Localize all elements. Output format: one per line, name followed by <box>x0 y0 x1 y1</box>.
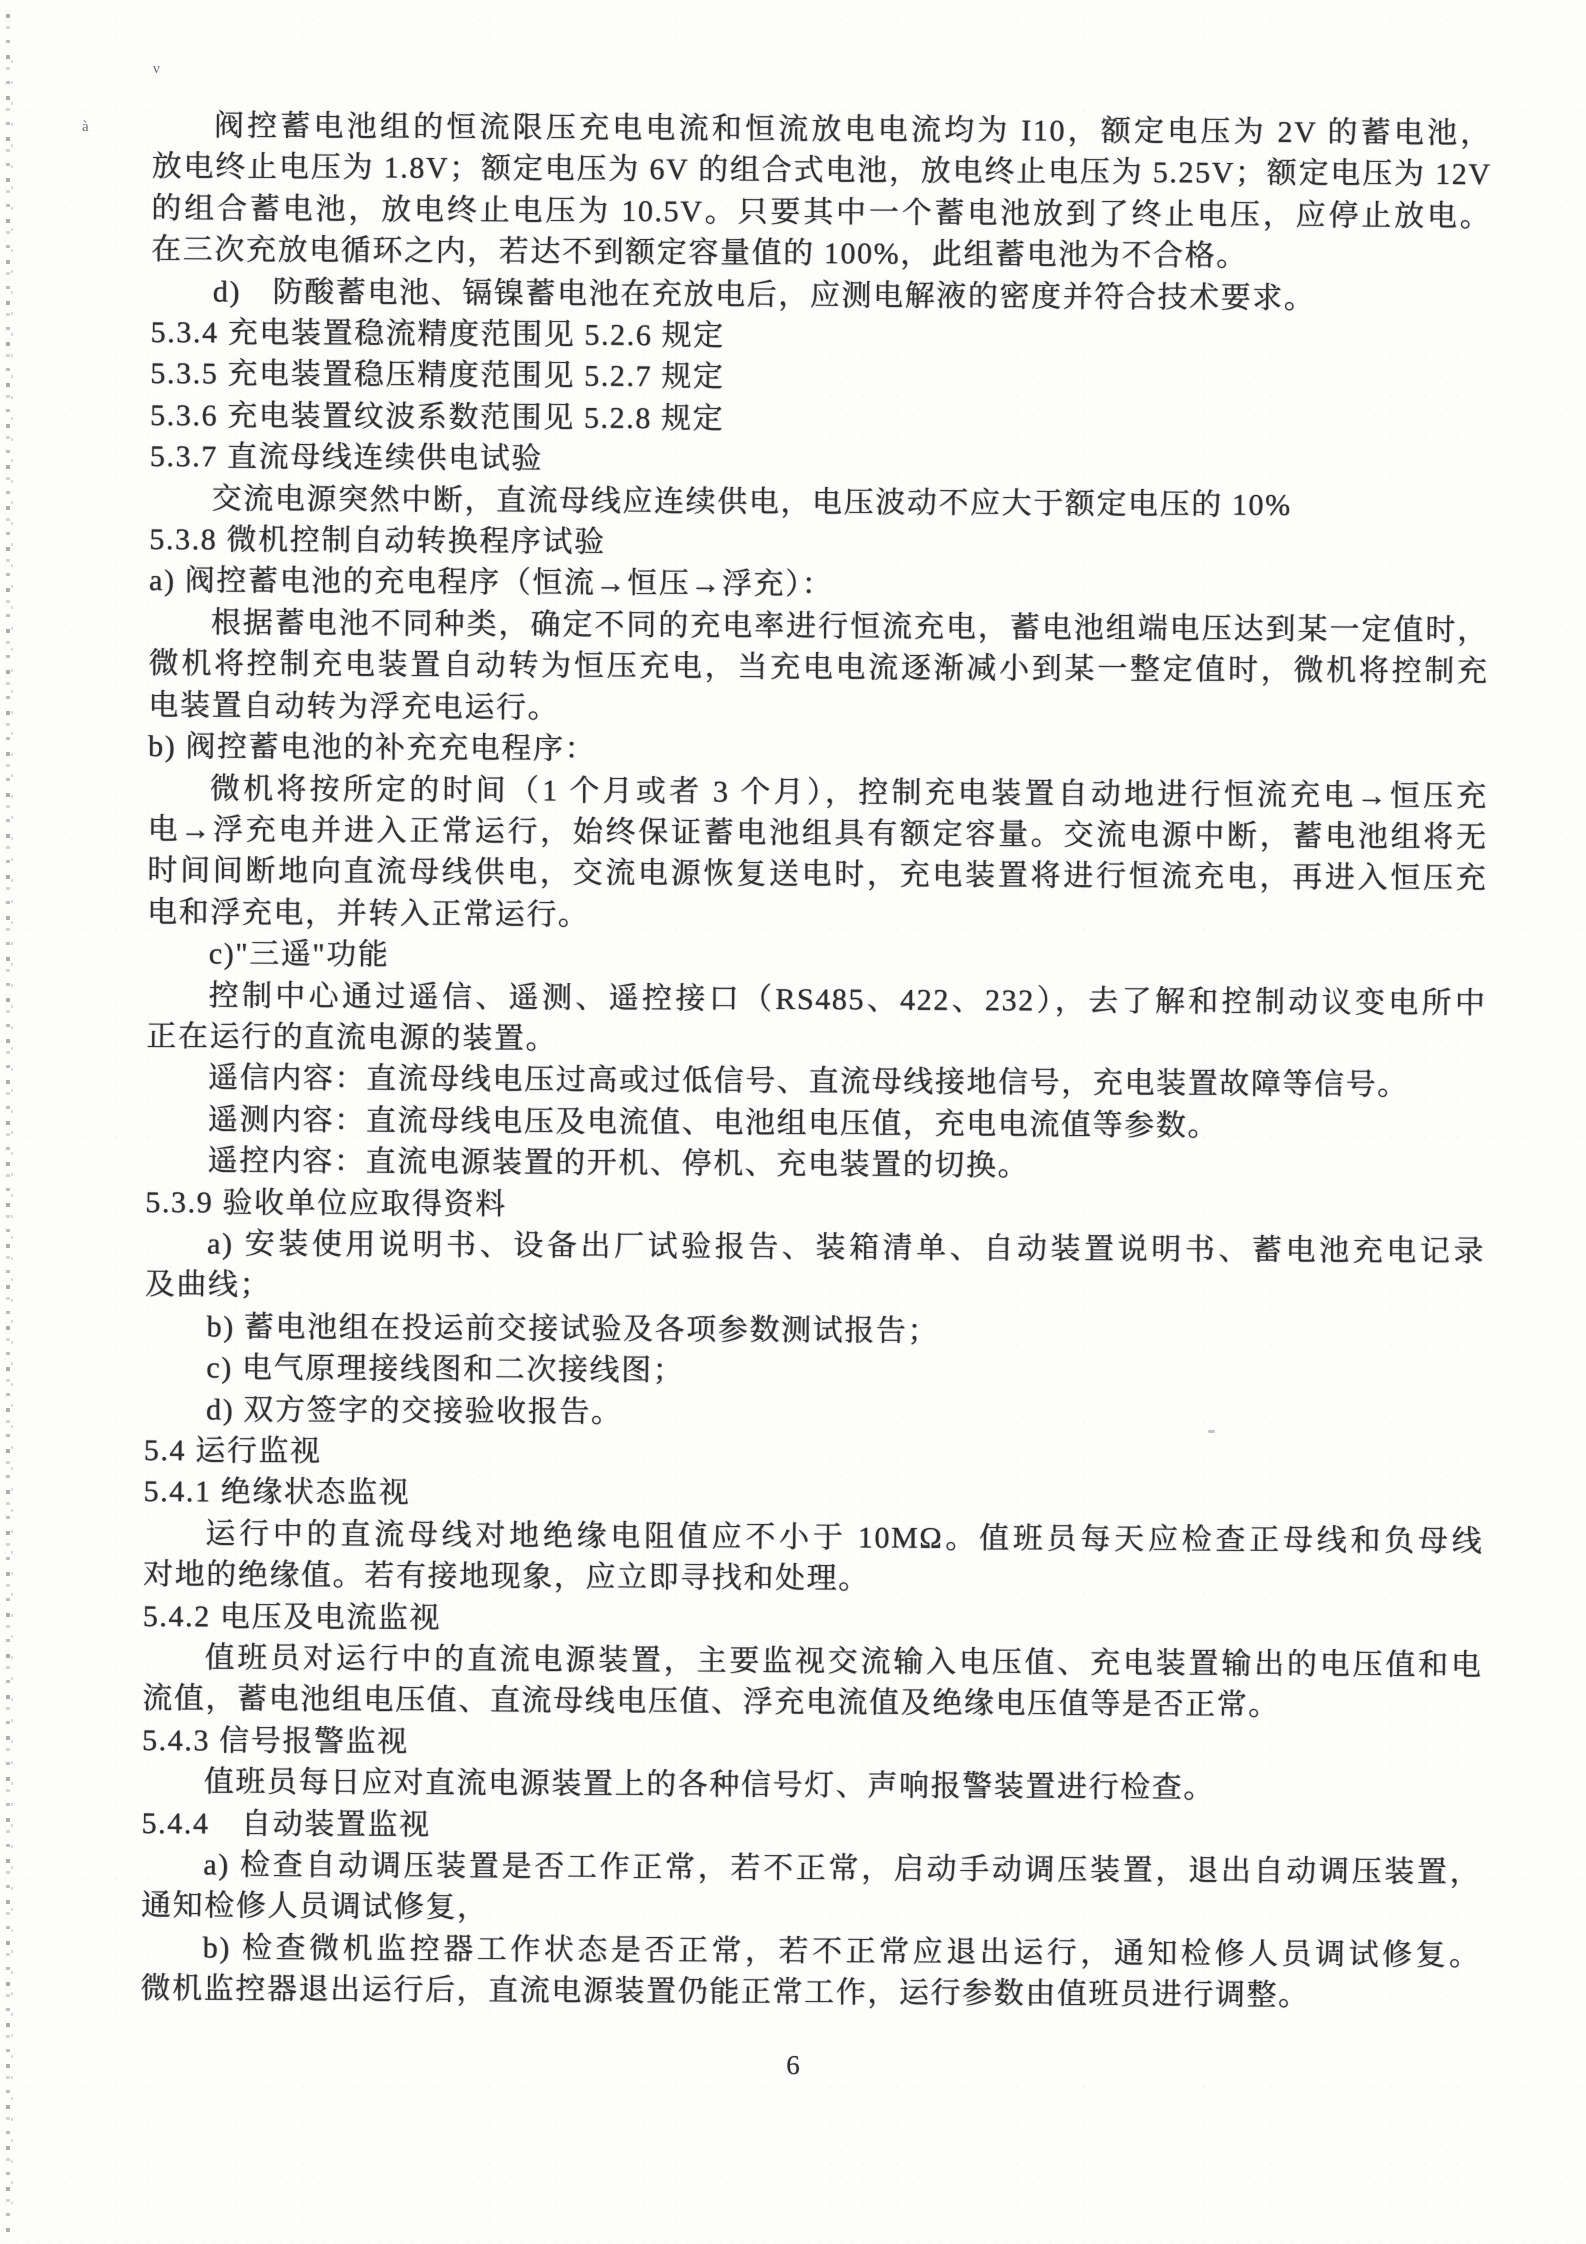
text-line: 通知检修人员调试修复， <box>140 1889 489 1925</box>
text-line: 电→浮充电并进入正常运行，始终保证蓄电池组具有额定容量。交流电源中断，蓄电池组将无 <box>147 812 1488 855</box>
text-line: 值班员每日应对直流电源装置上的各种信号灯、声响报警装置进行检查。 <box>203 1765 1216 1805</box>
text-line: 阀控蓄电池组的恒流限压充电电流和恒流放电电流均为 I10，额定电压为 2V 的蓄电池， <box>213 109 1492 151</box>
text-line: 5.3.7 直流母线连续供电试验 <box>149 440 544 476</box>
scan-binding-edge-artifact <box>6 14 10 2236</box>
text-line: 交流电源突然中断，直流母线应连续供电，电压波动不应大于额定电压的 10% <box>211 482 1292 522</box>
text-line: 电装置自动转为浮充电运行。 <box>148 688 560 725</box>
text-line: 电和浮充电，并转入正常运行。 <box>146 895 590 932</box>
scan-speck-mark: à <box>82 119 89 135</box>
text-line: b) 蓄电池组在投运前交接试验及各项参数测试报告； <box>206 1310 940 1348</box>
text-line: 值班员对运行中的直流电源装置，主要监视交流输入电压值、充电装置输出的电压值和电 <box>204 1641 1483 1683</box>
text-line: 控制中心通过遥信、遥测、遥控接口（RS485、422、232），去了解和控制动议变电所中 <box>208 978 1487 1020</box>
text-line: c)"三遥"功能 <box>208 937 390 972</box>
text-line: 运行中的直流母线对地绝缘电阻值应不小于 10MΩ。值班员每天应检查正母线和负母线 <box>205 1517 1484 1558</box>
text-line: d) 双方签字的交接验收报告。 <box>205 1392 623 1429</box>
text-line: 流值，蓄电池组电压值、直流母线电压值、浮充电流值及绝缘电压值等是否正常。 <box>142 1682 1280 1723</box>
text-line: a) 检查自动调压装置是否工作正常，若不正常，启动手动调压装置，退出自动调压装置， <box>203 1848 1482 1890</box>
text-line: 时间间断地向直流母线供电，交流电源恢复送电时，充电装置将进行恒流充电，再进入恒压充 <box>147 854 1488 896</box>
text-line: 微机将按所定的时间（1 个月或者 3 个月），控制充电装置自动地进行恒流充电→恒压充 <box>209 771 1488 813</box>
text-line: 5.4.3 信号报警监视 <box>141 1723 409 1759</box>
text-line: 微机将控制充电装置自动转为恒压充电，当充电电流逐渐减小到某一整定值时，微机将控制充 <box>148 647 1489 689</box>
text-line: 5.3.9 验收单位应取得资料 <box>145 1185 507 1221</box>
text-line: 5.3.6 充电装置纹波系数范围见 5.2.8 规定 <box>150 398 725 436</box>
text-line: 正在运行的直流电源的装置。 <box>146 1019 558 1056</box>
text-line: 5.3.5 充电装置稳压精度范围见 5.2.7 规定 <box>150 357 725 394</box>
text-line: b) 检查微机监控器工作状态是否正常，若不正常应退出运行，通知检修人员调试修复。 <box>202 1931 1481 1973</box>
text-line: 5.4.4 自动装置监视 <box>141 1806 431 1842</box>
document-text <box>140 105 1492 2018</box>
text-line: 遥信内容：直流母线电压过高或过低信号、直流母线接地信号，充电装置故障等信号。 <box>207 1061 1409 1103</box>
text-line: 微机监控器退出运行后，直流电源装置仍能正常工作，运行参数由值班员进行调整。 <box>140 1972 1310 2013</box>
text-line: a) 阀控蓄电池的充电程序（恒流→恒压→浮充）： <box>148 564 834 602</box>
text-line: 遥控内容：直流电源装置的开机、停机、充电装置的切换。 <box>207 1144 1030 1183</box>
scan-binding-edge-artifact-2 <box>11 60 13 2204</box>
text-line: 5.4 运行监视 <box>143 1433 322 1469</box>
page-number: 6 <box>786 2050 800 2080</box>
text-line: a) 安装使用说明书、设备出厂试验报告、装箱清单、自动装置说明书、蓄电池充电记录 <box>206 1227 1486 1269</box>
text-line: 5.3.4 充电装置稳流精度范围见 5.2.6 规定 <box>150 316 725 353</box>
scan-speck-mark: ν <box>153 61 160 77</box>
text-line: 根据蓄电池不同种类，确定不同的充电率进行恒流充电，蓄电池组端电压达到某一定值时， <box>210 606 1489 648</box>
text-line: 及曲线； <box>144 1268 272 1303</box>
text-line: 对地的绝缘值。若有接地现象，应立即寻找和处理。 <box>142 1558 870 1596</box>
text-line: 5.3.8 微机控制自动转换程序试验 <box>149 523 606 559</box>
text-line: 放电终止电压为 1.8V；额定电压为 6V 的组合式电池，放电终止电压为 5.25V；额定电压为 12V <box>151 150 1492 192</box>
text-line: 5.4.2 电压及电流监视 <box>142 1599 442 1635</box>
text-line: d) 防酸蓄电池、镉镍蓄电池在充放电后，应测电解液的密度并符合技术要求。 <box>212 275 1316 315</box>
text-line: 在三次充放电循环之内，若达不到额定容量值的 100%，此组蓄电池为不合格。 <box>151 233 1248 273</box>
text-line: c) 电气原理接线图和二次接线图； <box>206 1351 685 1388</box>
text-line: b) 阀控蓄电池的补充充电程序： <box>147 730 597 766</box>
text-line: 遥测内容：直流母线电压及电流值、电池组电压值，充电电流值等参数。 <box>207 1103 1220 1143</box>
text-line: 5.4.1 绝缘状态监视 <box>143 1475 411 1511</box>
text-line: 的组合蓄电池，放电终止电压为 10.5V。只要其中一个蓄电池放到了终止电压，应停止放电。 <box>151 191 1492 233</box>
